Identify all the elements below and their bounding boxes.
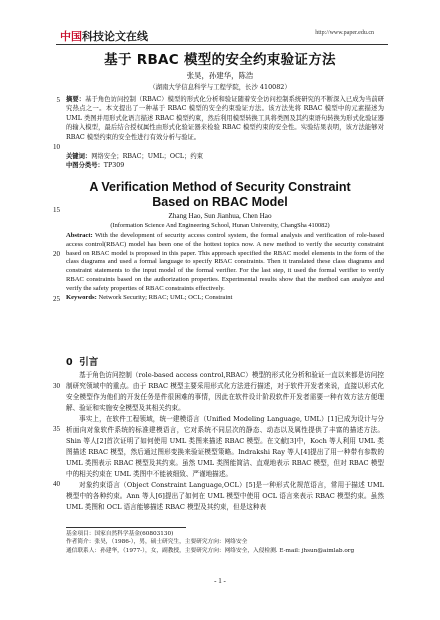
chinese-clc — [66, 161, 384, 170]
line-number: 15 — [53, 206, 60, 214]
header-url[interactable]: http://www.paper.edu.cn — [315, 30, 374, 36]
line-number: 30 — [53, 382, 60, 390]
body-text — [66, 370, 384, 513]
english-affiliation: (Information Science And Engineering School, Hunan University, ChangSha 410082) — [110, 222, 330, 229]
english-title: A Verification Method of Security Constraint Based on RBAC Model — [89, 180, 351, 209]
chinese-title: 基于 RBAC 模型的安全约束验证方法 — [104, 52, 336, 68]
line-number: 40 — [53, 480, 60, 488]
section-heading — [66, 354, 98, 368]
line-number: 5 — [56, 96, 60, 104]
page-number: - 1 - — [214, 577, 226, 585]
english-authors: Zhang Hao, Sun Jianhua, Chen Hao — [168, 212, 272, 220]
body-paragraph: 基于角色访问控制（role-based access control,RBAC）模型的形式化分析和验证一直以来都是访问控制研究领域中的重点。由于 RBAC 模型主要采用形式化方法进行描述，对于软件开发者来说，直接以形式化安全模型作为他们的开发任务是件很困难的事情，因此在软件设计阶段软件开发者需要一种有效方法方便理解、验证和实施安全模型及其相关约束。 — [66, 371, 384, 412]
english-abstract — [66, 232, 384, 302]
chinese-abstract-label: 摘要： — [66, 96, 86, 103]
footnote: 基金项目：国家自然科学基金(60803130) — [66, 531, 174, 537]
journal-logo — [60, 28, 148, 44]
chinese-abstract — [66, 95, 384, 142]
footnotes — [66, 530, 386, 555]
line-number: 10 — [53, 143, 60, 151]
section-number: 0 — [66, 357, 73, 368]
line-number: 35 — [53, 425, 60, 433]
line-number: 20 — [53, 250, 60, 258]
footnote-rule — [66, 527, 186, 528]
body-paragraph: 对象约束语言（Object Constraint Language,OCL）[5]是一种形式化规范语言，常用于描述 UML 模型中的各种约束。Ann 等人[6]提出了如何在 UML 模型中使用 OCL 语言来表示 RBAC 模型约束。虽然 UML 类图和 OCL 语言能够描述 RBAC 模型及其约束，但是这种表 — [66, 481, 384, 511]
footnote: 作者简介：张昊，（1986-），男，硕士研究生，主要研究方向：网络安全 — [66, 539, 248, 546]
logo-red-text: 中国 — [60, 30, 82, 43]
section-title: 引言 — [79, 357, 99, 368]
body-paragraph: 事实上，在软件工程领域，统一建模语言（Unified Modeling Language, UML）[1]已成为设计与分析面向对象软件系统的标准建模语言，它对系统不同层次的静态、动态以及属性提供了丰富的描述方法。Shin 等人[2]首次证明了如何使用 UML 类图来描述 RBAC 模型。在文献[3]中，Koch 等人利用 UML 类图描述 RBAC 模型，然后通过图形变换来验证模型策略。Indrakshi Ray 等人[4]提出了用一种带有参数的 UML 类图表示 RBAC 模型及其约束。虽然 UML 类图能简洁、直观地表示 RBAC 模型，但对 RBAC 模型中的相关约束在 UML 类图中不能被细致、严谨地描述。 — [66, 415, 384, 478]
footnote: 通信联系人：孙建华，（1977-），女，副教授，主要研究方向：网络安全，入侵检测. E-mail: jhsun@aimlab.org — [66, 547, 355, 554]
chinese-clc-text: TP309 — [103, 162, 125, 169]
page-header — [0, 26, 440, 44]
chinese-affiliation: （湖南大学信息科学与工程学院，长沙 410082） — [149, 83, 291, 91]
english-abstract-label: Abstract: — [66, 232, 93, 239]
english-keywords-label: Keywords: — [66, 293, 97, 301]
chinese-keywords — [66, 152, 384, 161]
chinese-clc-label: 中图分类号： — [66, 162, 104, 169]
chinese-authors: 张昊，孙建华，陈浩 — [186, 71, 254, 80]
chinese-abstract-text: 基于角色访问控制（RBAC）模型的形式化分析和验证随着安全访问控制系统研究的不断深入已成为当前研究热点之一。本文提出了一种基于 RBAC 模型的安全约束验证方法。该方法先将 RBAC 模型中的元素描述为 UML 类图并用形式化语言描述 RBAC 模型约束，然后利用模型转换工具将类图及其约束语句转换为形式化验证器的输入模型，最后结合授权属性由形式化验证器来检验 RBAC 模型约束的安全性。实验结果表明，该方法能够对 RBAC 模型约束的安全性进行有效分析与验证。 — [66, 96, 385, 141]
chinese-keywords-label: 关键词： — [66, 153, 92, 160]
line-number: 25 — [53, 295, 60, 303]
english-abstract-text: With the development of security access control system, the formal analysis and verification of role-based access control(RBAC) model has been one of the hottest topics now. A new method to verify the security constraint based on RBAC model is proposed in this paper. This approach specified the RBAC model elements in the form of the class diagrams and used a formal language to specify RBAC constraints. Then it translated these class diagrams and constraint statements to the input model of the formal verifier. For the last step, it used the formal verifier to verify RBAC constraints based on the authorization properties. Experimental results show that the method can analyze and verify the safety properties of RBAC constraints effectively. — [66, 232, 384, 292]
chinese-keywords-text: 网络安全；RBAC；UML；OCL；约束 — [91, 153, 203, 160]
english-keywords-text: Network Security; RBAC; UML; OCL; Constraint — [98, 293, 233, 301]
header-rule — [56, 44, 388, 45]
logo-black-text: 科技论文在线 — [82, 30, 148, 43]
